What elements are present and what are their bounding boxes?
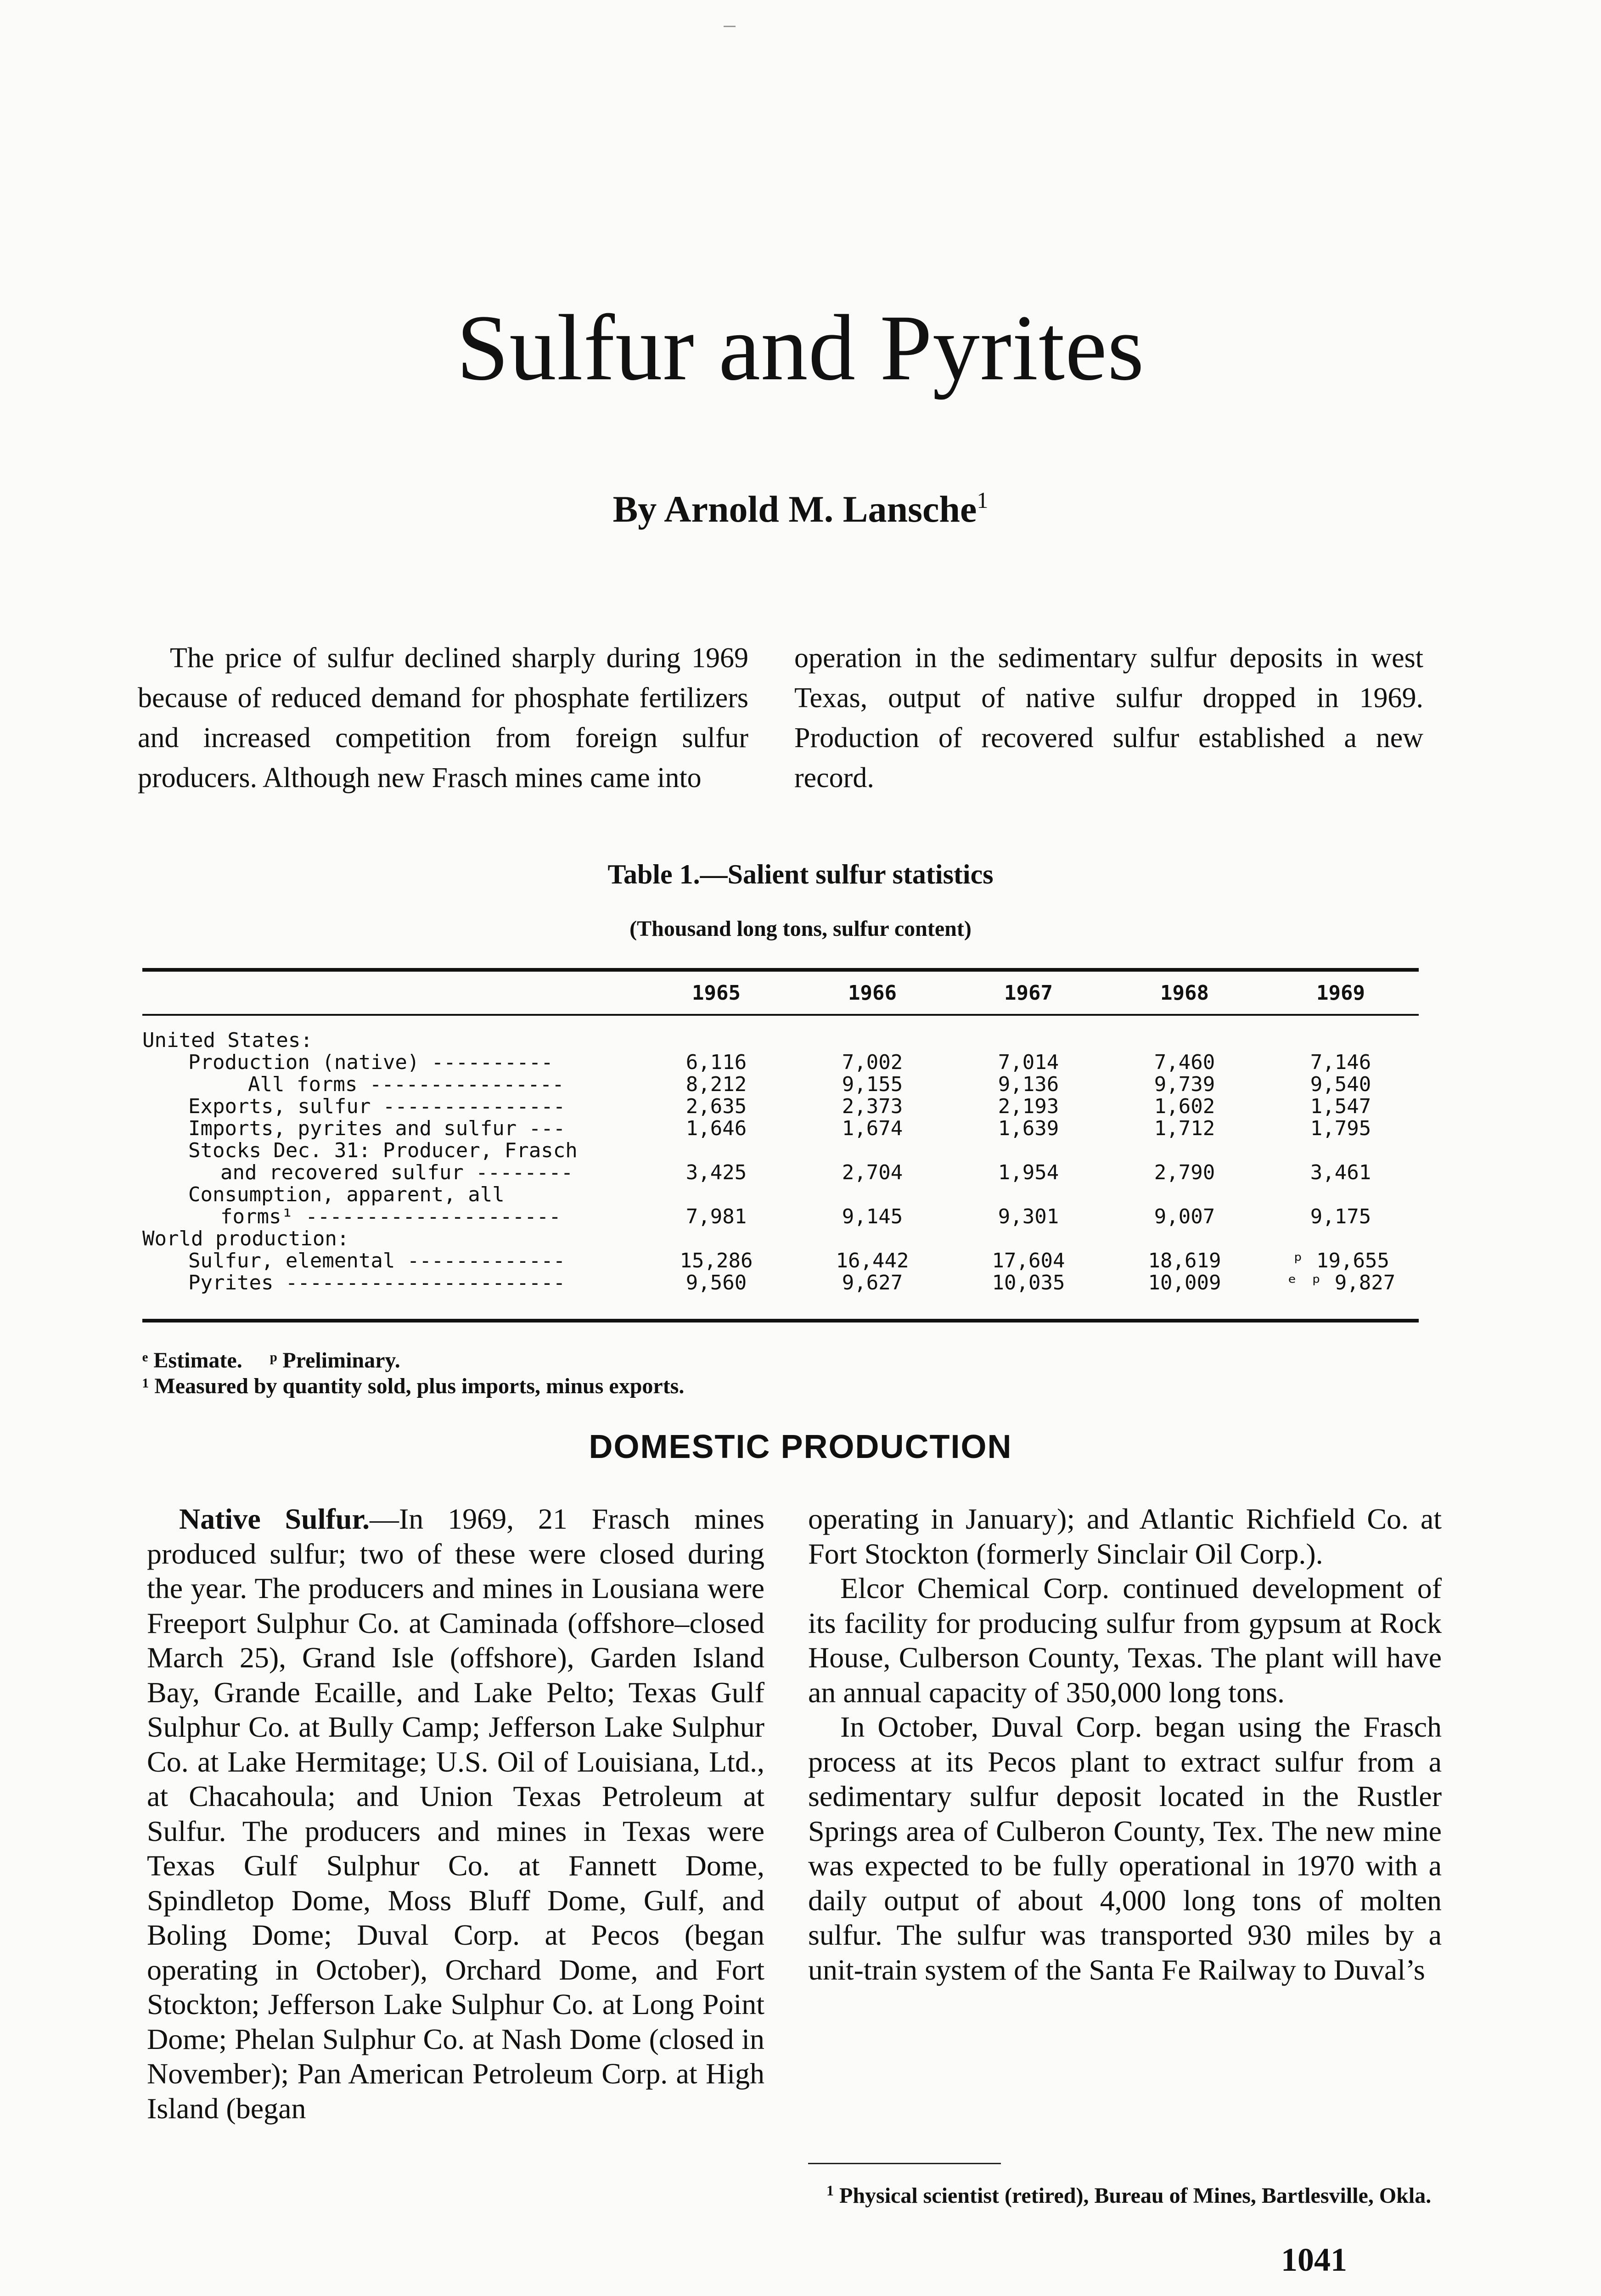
table-row	[142, 1140, 1419, 1162]
cell: 6,116	[685, 1051, 747, 1074]
year-header: 1969	[1316, 981, 1365, 1005]
paragraph: In October, Duval Corp. began using the Frasch process at its Pecos plant to extract sulfur from a sedimentary sulfur deposit located in the Rustler Springs area of Culberon County, Tex. The new mine was expected to be fully operational in 1970 with a daily output of about 4,000 long tons of molten sulfur. The sulfur was transported 930 miles by a unit-train system of the Santa Fe Railway to Duval’s	[808, 1711, 1442, 1986]
cell: 9,560	[685, 1271, 747, 1294]
paragraph: Elcor Chemical Corp. continued development of its facility for producing sulfur from gypsum at Rock House, Culberson County, Texas. The plant will have an annual capacity of 350,000 long tons.	[808, 1572, 1442, 1709]
intro-paragraph-right: operation in the sedimentary sulfur deposits in west Texas, output of native sulfur dropped in 1969. Production of recovered sulfur established a new record.	[794, 642, 1423, 793]
cell: 9,739	[1154, 1073, 1215, 1096]
table-row	[142, 1118, 1419, 1140]
cell: 2,635	[685, 1095, 747, 1118]
row-label: United States:	[142, 1030, 313, 1052]
paragraph: operating in January); and Atlantic Richfield Co. at Fort Stockton (formerly Sinclair Oil Corp.).	[808, 1503, 1442, 1570]
paragraph-text: —In 1969, 21 Frasch mines produced sulfur; two of these were closed during the year. The producers and mines in Lousiana were Freeport Sulphur Co. at Caminada (offshore–closed March 25), Grand Isle (offshore), Garden Island Bay, Grande Ecaille, and Lake Pelto; Texas Gulf Sulphur Co. at Bully Camp; Jefferson Lake Sulphur Co. at Lake Hermitage; U.S. Oil of Louisiana, Ltd., at Chacahoula; and Union Texas Petroleum at Sulfur. The producers and mines in Texas were Texas Gulf Sulphur Co. at Fannett Dome, Spindletop Dome, Moss Bluff Dome, Gulf, and Boling Dome; Duval Corp. at Pecos (began operating in October), Orchard Dome, and Fort Stockton; Jefferson Lake Sulphur Co. at Long Point Dome; Phelan Sulphur Co. at Nash Dome (closed in November); Pan American Petroleum Corp. at High Island (began	[147, 1503, 764, 2125]
cell: 9,627	[842, 1271, 903, 1294]
cell: 9,145	[842, 1205, 903, 1228]
table-row	[142, 1052, 1419, 1074]
row-label: Consumption, apparent, all	[188, 1184, 505, 1206]
table-footnotes	[142, 1348, 684, 1399]
cell: 9,007	[1154, 1205, 1215, 1228]
cell: 1,674	[842, 1117, 903, 1140]
footnote-text: Physical scientist (retired), Bureau of Mines, Bartlesville, Okla.	[839, 2183, 1432, 2208]
section-heading: DOMESTIC PRODUCTION	[589, 1429, 1012, 1465]
table-row	[142, 1096, 1419, 1118]
year-header: 1965	[692, 981, 741, 1005]
cell: 1,547	[1310, 1095, 1371, 1118]
cell: ᵖ 19,655	[1292, 1249, 1389, 1272]
author-footnote-mark: 1	[977, 487, 989, 513]
table-subtitle: (Thousand long tons, sulfur content)	[629, 917, 972, 941]
table-body	[142, 1016, 1419, 1319]
row-label: Stocks Dec. 31: Producer, Frasch	[188, 1140, 578, 1162]
table-row	[142, 1184, 1419, 1206]
cell: 18,619	[1148, 1249, 1221, 1272]
cell: 2,704	[842, 1161, 903, 1184]
row-label: forms¹ ---------------------	[220, 1206, 561, 1228]
cell: 7,981	[685, 1205, 747, 1228]
run-in-heading: Native Sulfur.	[179, 1503, 370, 1535]
cell: 2,193	[998, 1095, 1059, 1118]
cell: 1,795	[1310, 1117, 1371, 1140]
row-label: Imports, pyrites and sulfur ---	[188, 1118, 566, 1140]
cell: 7,146	[1310, 1051, 1371, 1074]
cell: 7,460	[1154, 1051, 1215, 1074]
table-footnote-1: ¹ Measured by quantity sold, plus imports, minus exports.	[142, 1374, 685, 1398]
table-top-rule	[142, 968, 1419, 972]
cell: 7,002	[842, 1051, 903, 1074]
author-byline	[0, 487, 1601, 531]
paragraph	[147, 1502, 764, 2126]
cell: ᵉ ᵖ 9,827	[1286, 1271, 1396, 1294]
row-label: World production:	[142, 1228, 349, 1250]
cell: 10,009	[1148, 1271, 1221, 1294]
cell: 8,212	[685, 1073, 747, 1096]
table-header-row	[142, 972, 1419, 1014]
salient-statistics-table	[142, 968, 1419, 1322]
row-label: Exports, sulfur ---------------	[188, 1096, 566, 1118]
scan-mark	[724, 26, 736, 27]
table-row	[142, 1162, 1419, 1184]
body-column-right	[808, 1502, 1442, 1987]
cell: 1,646	[685, 1117, 747, 1140]
cell: 9,540	[1310, 1073, 1371, 1096]
table-row	[142, 1030, 1419, 1052]
cell: 17,604	[992, 1249, 1065, 1272]
cell: 1,712	[1154, 1117, 1215, 1140]
author-name: By Arnold M. Lansche	[612, 488, 977, 530]
intro-paragraph-left: The price of sulfur declined sharply during 1969 because of reduced demand for phosphate fertilizers and increased competition from foreign sulfur producers. Although new Frasch mines came into	[138, 642, 748, 793]
footnote-mark: 1	[826, 2182, 834, 2199]
cell: 1,954	[998, 1161, 1059, 1184]
year-header: 1966	[848, 981, 897, 1005]
table-row	[142, 1206, 1419, 1228]
cell: 9,136	[998, 1073, 1059, 1096]
cell: 1,602	[1154, 1095, 1215, 1118]
cell: 2,790	[1154, 1161, 1215, 1184]
footnote-rule	[808, 2163, 1001, 2164]
year-header: 1967	[1004, 981, 1053, 1005]
cell: 2,373	[842, 1095, 903, 1118]
cell: 16,442	[836, 1249, 909, 1272]
row-label: Pyrites -----------------------	[188, 1272, 566, 1294]
table-row	[142, 1250, 1419, 1272]
table-title: Table 1.—Salient sulfur statistics	[607, 859, 994, 889]
table-row	[142, 1228, 1419, 1250]
cell: 10,035	[992, 1271, 1065, 1294]
article-title: Sulfur and Pyrites	[456, 296, 1145, 400]
cell: 9,155	[842, 1073, 903, 1096]
page-number: 1041	[1281, 2241, 1347, 2278]
cell: 15,286	[680, 1249, 753, 1272]
cell: 9,175	[1310, 1205, 1371, 1228]
row-label: All forms ----------------	[248, 1074, 564, 1096]
row-label: and recovered sulfur --------	[220, 1162, 573, 1184]
table-row	[142, 1272, 1419, 1294]
year-header: 1968	[1160, 981, 1209, 1005]
body-column-left	[147, 1502, 764, 2126]
cell: 1,639	[998, 1117, 1059, 1140]
row-label: Sulfur, elemental -------------	[188, 1250, 566, 1272]
cell: 7,014	[998, 1051, 1059, 1074]
cell: 3,461	[1310, 1161, 1371, 1184]
row-label: Production (native) ----------	[188, 1052, 553, 1074]
cell: 3,425	[685, 1161, 747, 1184]
table-footnote-symbols: ᵉ Estimate. ᵖ Preliminary.	[142, 1348, 400, 1373]
cell: 9,301	[998, 1205, 1059, 1228]
table-bottom-rule	[142, 1319, 1419, 1322]
author-footnote	[808, 2177, 1442, 2210]
table-row	[142, 1074, 1419, 1096]
